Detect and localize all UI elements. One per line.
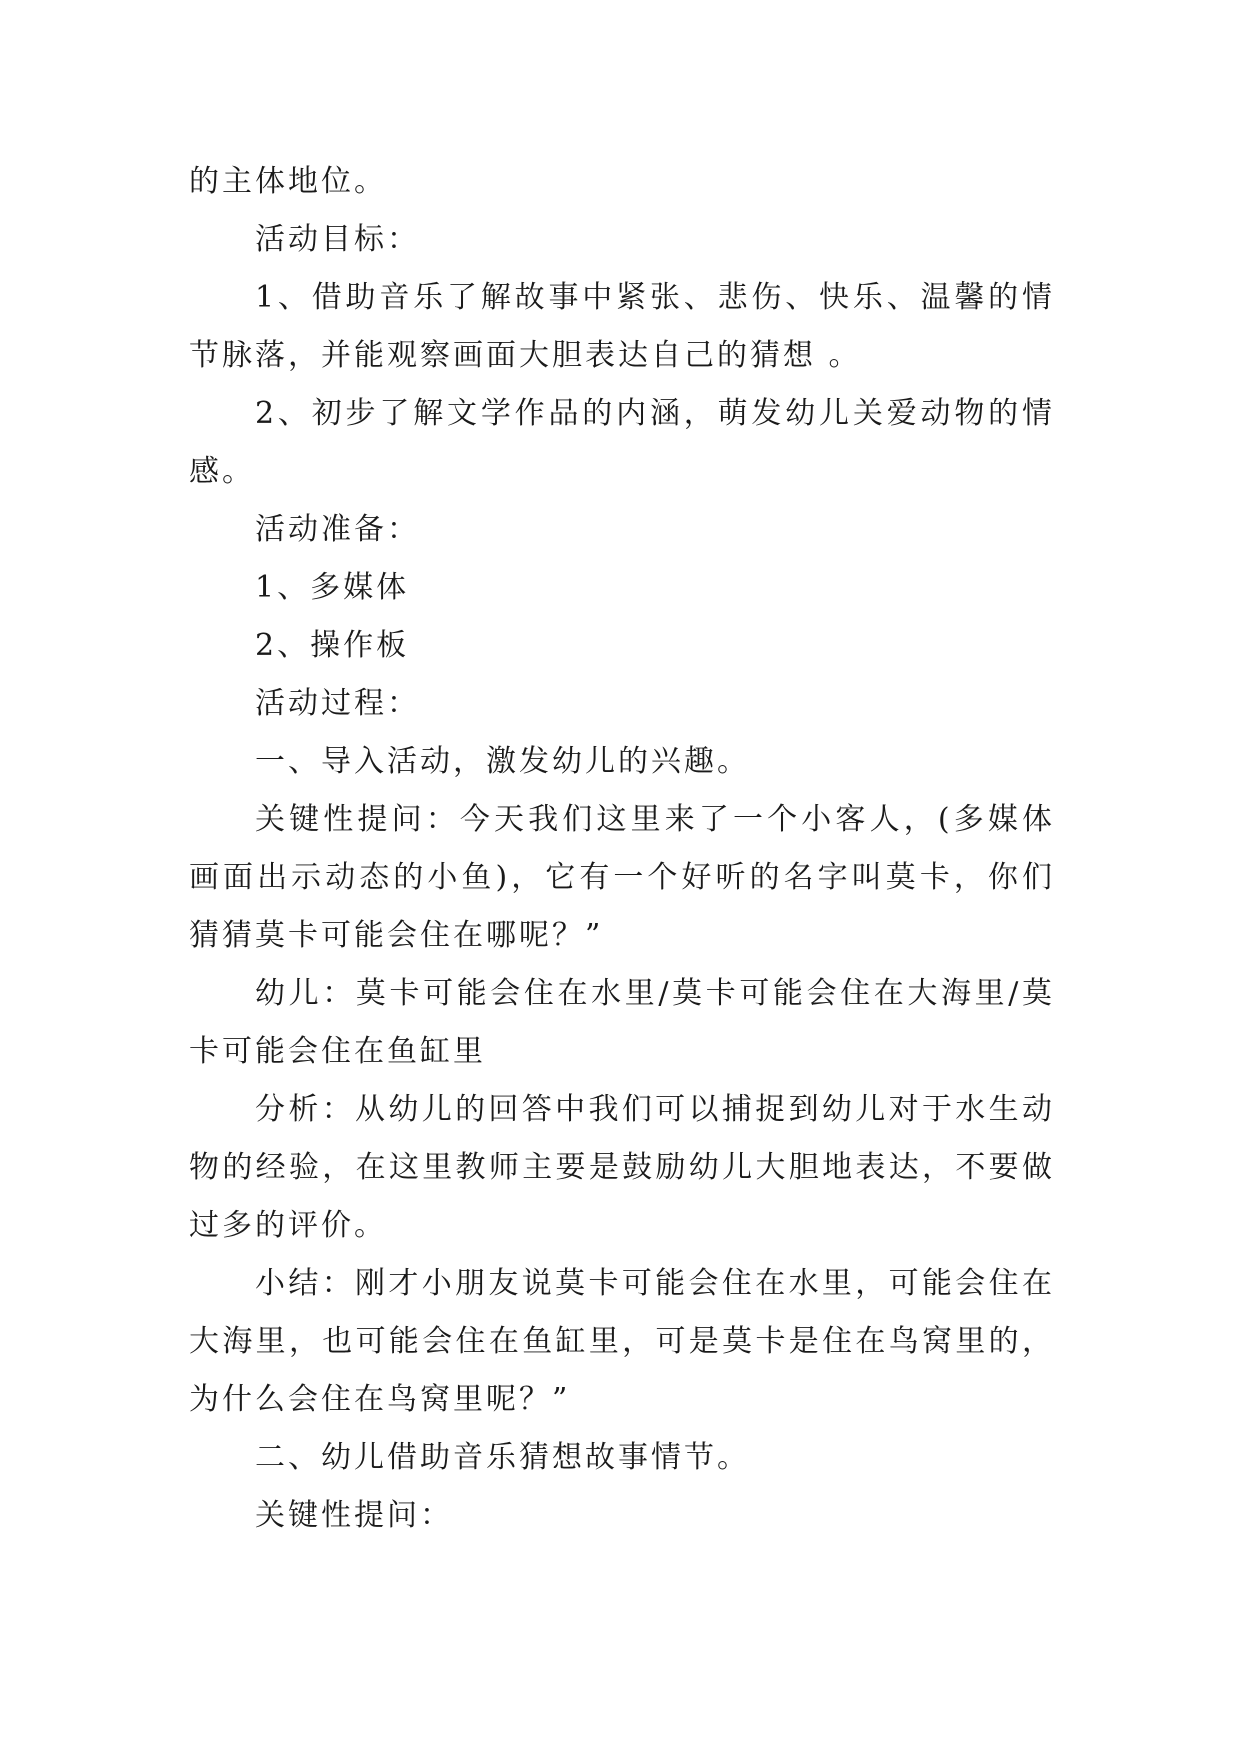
preparation-item: 1、多媒体 [255,570,410,605]
paragraph: 的主体地位。 [189,164,387,199]
process-step-heading: 二、幼儿借助音乐猜想故事情节。 [255,1440,750,1475]
paragraph: 关键性提问：今天我们这里来了一个小客人，(多媒体画面出示动态的小鱼)，它有一个好听的名字叫莫卡，你们猜猜莫卡可能会住在哪呢？” [189,802,1055,953]
preparation-item: 2、操作板 [255,628,410,663]
paragraph: 幼儿：莫卡可能会住在水里/莫卡可能会住在大海里/莫卡可能会住在鱼缸里 [189,976,1055,1069]
objective-item: 1、借助音乐了解故事中紧张、悲伤、快乐、温馨的情节脉落，并能观察画面大胆表达自己的猜想 。 [189,280,1055,373]
objective-item: 2、初步了解文学作品的内涵，萌发幼儿关爱动物的情感。 [189,396,1055,489]
process-step-heading: 一、导入活动，激发幼儿的兴趣。 [255,744,750,779]
section-heading-objectives: 活动目标： [255,222,420,257]
paragraph: 分析：从幼儿的回答中我们可以捕捉到幼儿对于水生动物的经验，在这里教师主要是鼓励幼儿大胆地表达，不要做过多的评价。 [189,1092,1055,1243]
section-heading-process: 活动过程： [255,686,420,721]
document-body [189,153,1055,1545]
paragraph: 小结：刚才小朋友说莫卡可能会住在水里，可能会住在大海里，也可能会住在鱼缸里，可是莫卡是住在鸟窝里的，为什么会住在鸟窝里呢？” [189,1266,1055,1417]
section-heading-preparation: 活动准备： [255,512,420,547]
paragraph: 关键性提问： [255,1498,453,1533]
